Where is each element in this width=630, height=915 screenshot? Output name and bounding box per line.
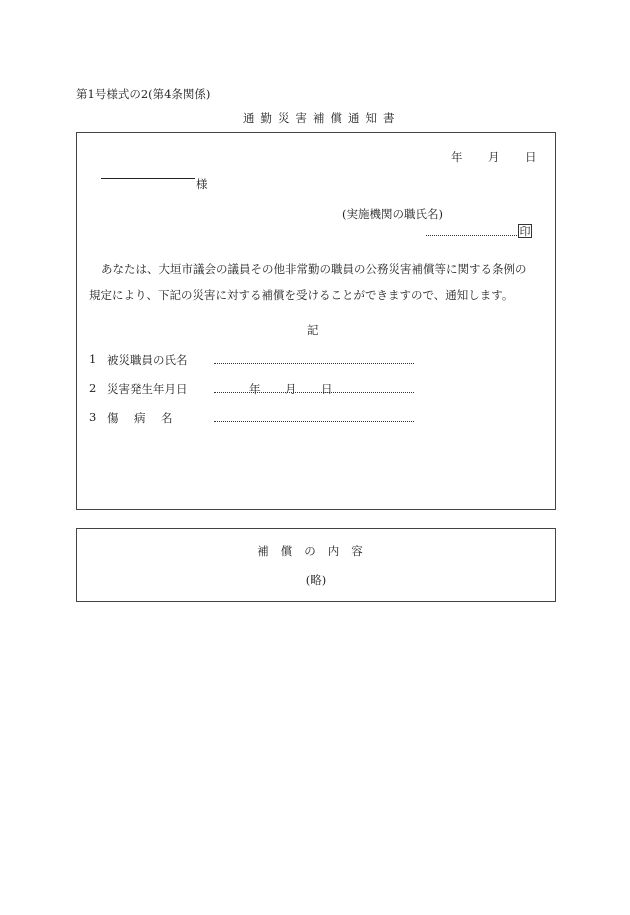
item-2-month: 月	[285, 382, 297, 396]
item-3-field[interactable]	[214, 421, 414, 422]
item-3-label: 傷 病 名	[107, 411, 175, 425]
compensation-box	[76, 528, 556, 602]
date-month: 月	[488, 150, 500, 164]
form-number: 第1号様式の2(第4条関係)	[76, 87, 211, 101]
seal-mark: 印	[519, 225, 531, 238]
item-2-field[interactable]	[214, 392, 414, 393]
compensation-title: 補償の内容	[257, 544, 375, 558]
item-2-year: 年	[249, 382, 261, 396]
body-text-line-2: 規定により、下記の災害に対する補償を受けることができますので、通知します。	[89, 288, 514, 302]
item-1-field[interactable]	[214, 363, 414, 364]
item-3-number: 3	[89, 410, 97, 424]
item-2-day: 日	[321, 382, 333, 396]
document-title: 通勤災害補償通知書	[243, 111, 401, 125]
date-day: 日	[525, 150, 537, 164]
issuer-label: (実施機関の職氏名)	[342, 207, 443, 221]
body-text-line-1: あなたは、大垣市議会の議員その他非常勤の職員の公務災害補償等に関する条例の	[101, 262, 527, 276]
notice-box	[76, 132, 556, 510]
ki-heading: 記	[307, 323, 319, 337]
addressee-line[interactable]	[101, 178, 195, 179]
date-year: 年	[451, 150, 463, 164]
addressee-suffix: 様	[196, 177, 208, 191]
item-2-label: 災害発生年月日	[107, 382, 188, 396]
item-1-number: 1	[89, 352, 97, 366]
issuer-signature-line[interactable]	[426, 235, 517, 236]
item-1-label: 被災職員の氏名	[107, 353, 188, 367]
item-2-number: 2	[89, 381, 97, 395]
compensation-body: (略)	[305, 573, 327, 587]
